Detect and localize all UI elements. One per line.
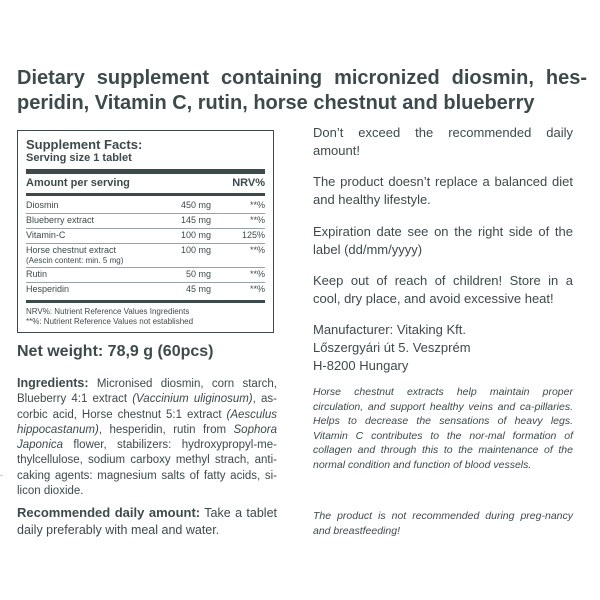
- nutrient-amount: 450 mg: [180, 200, 211, 210]
- storage-notice: Keep out of reach of children! Store in a cool, dry place, and avoid excessive heat!: [313, 273, 573, 306]
- nutrient-amount: 100 mg: [180, 245, 211, 255]
- divider: [26, 300, 265, 303]
- expiration-notice: Expiration date see on the right side of the label (dd/mm/yyyy): [313, 224, 573, 257]
- facts-row: [26, 199, 265, 214]
- facts-row: [26, 283, 265, 297]
- amount-per-serving-header: Amount per serving: [26, 177, 130, 189]
- nutrient-amount: 45 mg: [185, 284, 211, 294]
- nutrient-name: Hesperidin: [26, 284, 70, 294]
- pregnancy-warning: The product is not recommended during preg-nancy and breastfeeding!: [313, 510, 573, 537]
- manufacturer-address: Lőszergyári út 5. Veszprém: [313, 340, 471, 355]
- facts-heading: Supplement Facts:: [26, 137, 143, 152]
- nutrient-name: [26, 245, 153, 265]
- nrv-not-established-note: **%: Nutrient Reference Values not established: [26, 317, 194, 326]
- ingredients-latin-name: Sophora Japonica: [17, 423, 277, 452]
- facts-header-row: [26, 177, 265, 190]
- manufacturer-name: Manufacturer: Vitaking Kft.: [313, 322, 466, 337]
- nutrient-name: Blueberry extract: [26, 215, 95, 225]
- ingredients-paragraph: [17, 376, 277, 499]
- diet-notice: The product doesn’t replace a balanced diet and healthy lifestyle.: [313, 174, 573, 207]
- product-title: Dietary supplement containing micronized diosmin, hes-peridin, Vitamin C, rutin, horse chestnut and blueberry: [17, 67, 587, 114]
- facts-row: [26, 244, 265, 268]
- ingredients-text: , hesperidin, rutin from: [98, 423, 234, 436]
- nutrient-amount: 50 mg: [185, 269, 211, 279]
- recommended-amount: [17, 504, 277, 539]
- manufacturer-block: [313, 321, 573, 375]
- ingredients-label: Ingredients:: [17, 376, 89, 390]
- nutrient-nrv: **%: [249, 245, 265, 255]
- side-mark: -: [0, 470, 3, 480]
- nrv-header: NRV%: [232, 177, 265, 189]
- nutrient-name-text: Horse chestnut extract: [26, 245, 117, 255]
- divider: [26, 193, 265, 196]
- supplement-facts-panel: [17, 130, 274, 333]
- recommended-text: Take a tablet daily preferably with meal and water.: [17, 506, 277, 537]
- nutrient-name: Diosmin: [26, 200, 59, 210]
- nutrient-amount: 100 mg: [180, 230, 211, 240]
- manufacturer-postcode: H-8200 Hungary: [313, 358, 409, 373]
- nutrient-nrv: **%: [249, 269, 265, 279]
- divider: [26, 169, 265, 174]
- ingredients-text: Micronised diosmin, corn starch, Blueberry 4:1 extract: [17, 378, 277, 406]
- nutrient-nrv: **%: [249, 284, 265, 294]
- ingredients-latin-name: (Aesculus hippocastanum): [17, 408, 277, 436]
- nutrient-amount: 145 mg: [180, 215, 211, 225]
- nutrient-nrv: 125%: [241, 230, 265, 240]
- net-weight: Net weight: 78,9 g (60pcs): [17, 343, 214, 360]
- ingredients-latin-name: (Vaccinium uliginosum): [132, 393, 253, 406]
- nutrient-name: Rutin: [26, 269, 48, 279]
- ingredients-text: , as-corbic acid, Horse chestnut 5:1 extract: [17, 393, 277, 421]
- serving-size: Serving size 1 tablet: [26, 152, 132, 164]
- facts-row: [26, 268, 265, 283]
- nutrient-nrv: **%: [249, 215, 265, 225]
- facts-row: [26, 229, 265, 244]
- ingredients-text: flower, stabilizers: hydroxypropyl-me-thylcellulose, sodium carboxy methyl strach, anti-caking agents: magnesium salts of fatty acids, si-licon dioxide.: [17, 439, 277, 498]
- nutrient-nrv: **%: [249, 200, 265, 210]
- nrv-note: NRV%: Nutrient Reference Values Ingredients: [26, 307, 190, 316]
- facts-row: [26, 214, 265, 229]
- facts-rows: [26, 199, 265, 297]
- health-claims: Horse chestnut extracts help maintain proper circulation, and support healthy veins and ca-pillaries. Helps to decrease the sensations of heavy legs. Vitamin C contributes to the nor-mal formation of collagen and through this to the maintenance of the normal condition and function of blood vessels.: [313, 386, 573, 471]
- recommended-label: Recommended daily amount:: [17, 505, 201, 520]
- nutrient-subnote: (Aescin content: min. 5 mg): [26, 256, 124, 265]
- nutrient-name: Vitamin-C: [26, 230, 66, 240]
- dosage-warning: Don’t exceed the recommended daily amount!: [313, 125, 573, 158]
